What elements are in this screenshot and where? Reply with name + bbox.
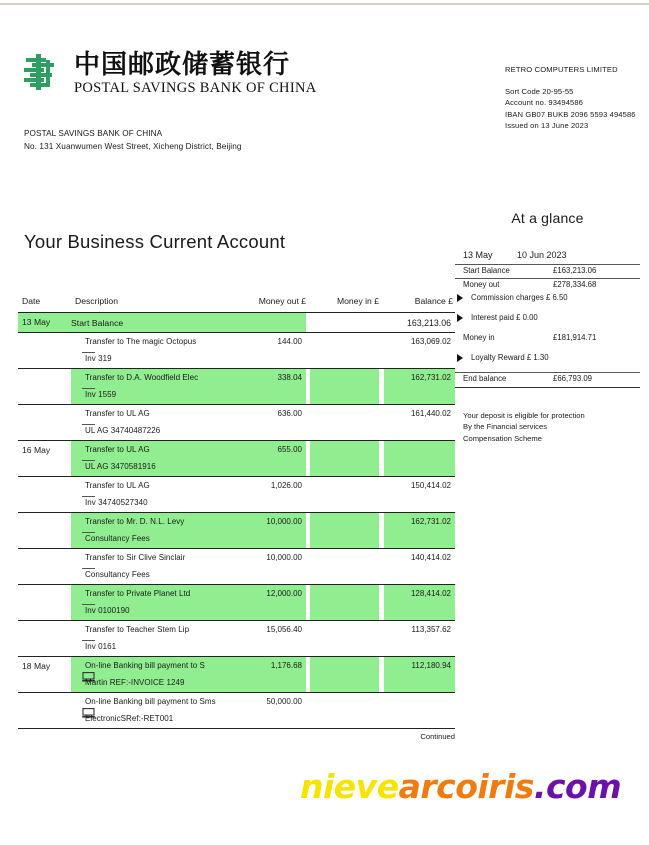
cell-balance: 128,414.02 — [410, 589, 451, 598]
protection-line-2: By the Financial services — [463, 422, 547, 432]
cell-description-line2: Inv 319 — [85, 354, 112, 363]
account-number: Account no. 93494586 — [505, 98, 584, 108]
transactions-table — [18, 296, 455, 745]
cell-date: 18 May — [22, 661, 51, 671]
row-highlight-band — [310, 369, 379, 404]
transfer-dash-icon — [82, 604, 95, 605]
row-highlight-band — [18, 313, 306, 332]
cell-description-line2: UL AG 3470581916 — [85, 462, 156, 471]
glance-end-balance-label: End balance — [463, 374, 507, 383]
table-header-row — [18, 296, 455, 313]
row-highlight-band — [310, 513, 379, 548]
cell-money-out: 1,026.00 — [270, 481, 302, 490]
deposit-protection-notice — [455, 410, 640, 444]
bank-address-line1: POSTAL SAVINGS BANK OF CHINA — [24, 129, 163, 138]
cell-description-line2: UL AG 34740487226 — [85, 426, 161, 435]
cell-money-out: 50,000.00 — [266, 697, 302, 706]
cell-description-line1: On-line Banking bill payment to S — [85, 661, 205, 670]
glance-start-balance-value: £163,213.06 — [553, 266, 597, 275]
cell-balance: 150,414.02 — [410, 481, 451, 490]
cell-description-line2: Consultancy Fees — [85, 570, 150, 579]
cell-date: 16 May — [22, 445, 51, 455]
cell-description-line1: Transfer to Private Planet Ltd — [85, 589, 191, 598]
watermark-part-1: nieve — [300, 767, 399, 806]
glance-period-row — [455, 250, 640, 265]
cell-money-out: 10,000.00 — [266, 517, 302, 526]
table-row — [18, 549, 455, 585]
column-header-balance: Balance £ — [414, 296, 453, 306]
transfer-dash-icon — [82, 532, 95, 533]
glance-money-in-label: Money in — [463, 333, 495, 342]
protection-line-3: Compensation Scheme — [463, 433, 542, 443]
table-row — [18, 369, 455, 405]
transfer-dash-icon — [82, 496, 95, 497]
protection-line-1: Your deposit is eligible for protection — [463, 411, 585, 420]
cell-balance: 113,357.62 — [411, 625, 451, 634]
watermark — [300, 767, 621, 806]
cell-description-line2: ElectronicSRef:-RET001 — [85, 714, 174, 723]
glance-period-to: 10 Jun 2023 — [517, 250, 567, 260]
cell-description-line1: Transfer to UL AG — [85, 445, 150, 454]
cell-description-line1: Transfer to The magic Octopus — [85, 337, 197, 346]
at-a-glance-panel — [455, 210, 640, 444]
cell-description-line2: Consultancy Fees — [85, 534, 150, 543]
cell-description-line2: Martin REF:-INVOICE 1249 — [85, 678, 185, 687]
cell-description-line2: Inv 0161 — [85, 642, 117, 651]
cell-balance: 162,731.02 — [410, 517, 451, 526]
page-title: Your Business Current Account — [24, 231, 286, 252]
row-highlight-band — [310, 693, 379, 728]
bank-logo-block — [22, 52, 317, 97]
cell-description-line2: Inv 0100190 — [85, 606, 130, 615]
cell-description-line1: Transfer to Teacher Stem Lip — [85, 625, 190, 634]
triangle-marker-icon — [457, 354, 463, 362]
cell-description-line1: Transfer to UL AG — [85, 409, 150, 418]
row-highlight-band — [384, 693, 455, 728]
transfer-dash-icon — [82, 352, 95, 353]
glance-loyalty-label: Loyalty Reward £ 1.30 — [471, 353, 549, 362]
cell-description-line1: Transfer to Sir Clive Sinclair — [85, 553, 186, 562]
glance-row-interest — [455, 312, 640, 332]
row-highlight-band — [310, 549, 379, 584]
bank-name-block — [74, 52, 317, 97]
table-row — [18, 333, 455, 369]
cell-money-out: 10,000.00 — [266, 553, 302, 562]
account-sort-code: Sort Code 20-95-55 — [505, 86, 574, 96]
cell-balance: 163,213.06 — [406, 318, 451, 328]
row-highlight-band — [310, 405, 379, 440]
row-highlight-band — [310, 657, 379, 692]
transfer-dash-icon — [82, 388, 95, 389]
bank-name-chinese: 中国邮政储蓄银行 — [74, 50, 291, 80]
cell-money-out: 12,000.00 — [266, 589, 302, 598]
bank-address-line2: No. 131 Xuanwumen West Street, Xicheng District, Beijing — [24, 141, 242, 151]
transfer-dash-icon — [82, 568, 95, 569]
table-row — [18, 405, 455, 441]
column-header-date: Date — [22, 296, 41, 306]
account-issued-date: Issued on 13 June 2023 — [505, 121, 589, 131]
at-a-glance-title: At a glance — [511, 210, 584, 226]
account-holder-name: RETRO COMPUTERS LIMITED — [505, 65, 618, 74]
watermark-part-2: arcoiris — [398, 767, 534, 806]
triangle-marker-icon — [457, 294, 463, 302]
cell-balance: 161,440.02 — [410, 409, 451, 418]
glance-row-commission — [455, 292, 640, 312]
glance-interest-label: Interest paid £ 0.00 — [471, 313, 538, 322]
transfer-dash-icon — [82, 460, 95, 461]
triangle-marker-icon — [457, 314, 463, 322]
continued-label: Continued — [420, 732, 455, 741]
cell-balance: 112,180.94 — [411, 661, 451, 670]
cell-money-out: 1,176.68 — [270, 661, 302, 670]
row-highlight-band — [310, 333, 379, 368]
cell-money-out: 15,056.40 — [266, 625, 302, 634]
table-row — [18, 621, 455, 657]
table-row — [18, 657, 455, 693]
cell-money-out: 655.00 — [277, 445, 302, 454]
glance-row-loyalty — [455, 352, 640, 373]
glance-row-end-balance — [455, 373, 640, 388]
cell-balance: 162,731.02 — [410, 373, 451, 382]
cell-description-line2: Inv 1559 — [85, 390, 117, 399]
cell-description-line1: Start Balance — [71, 318, 124, 328]
transfer-dash-icon — [82, 640, 95, 641]
cell-money-out: 338.04 — [277, 373, 302, 382]
glance-row-money-out — [455, 279, 640, 292]
cell-balance: 163,069.02 — [410, 337, 451, 346]
table-row — [18, 585, 455, 621]
glance-start-balance-label: Start Balance — [463, 266, 510, 275]
glance-end-balance-value: £66,793.09 — [553, 374, 593, 383]
postal-savings-bank-logo-icon — [22, 52, 68, 94]
cell-balance: 140,414.02 — [410, 553, 451, 562]
column-header-money-out: Money out £ — [258, 296, 306, 306]
column-header-money-in: Money in £ — [336, 296, 379, 306]
watermark-part-3: .com — [533, 767, 622, 806]
cell-description-line1: Transfer to Mr. D. N.L. Levy — [85, 517, 185, 526]
row-highlight-band — [310, 621, 379, 656]
table-footer — [18, 729, 455, 745]
glance-row-start-balance — [455, 265, 640, 279]
cell-description-line2: Inv 34740527340 — [85, 498, 148, 507]
table-row — [18, 513, 455, 549]
table-row — [18, 313, 455, 333]
cell-description-line1: On-line Banking bill payment to Sms — [85, 697, 216, 706]
glance-money-in-value: £181,914.71 — [553, 333, 597, 342]
cell-description-line1: Transfer to D.A. Woodfield Elec — [85, 373, 199, 382]
account-details — [505, 64, 636, 132]
table-row — [18, 693, 455, 729]
row-highlight-band — [384, 441, 455, 476]
table-row — [18, 441, 455, 477]
cell-description-line1: Transfer to UL AG — [85, 481, 150, 490]
table-row — [18, 477, 455, 513]
table-body — [18, 313, 455, 729]
cell-money-out: 636.00 — [277, 409, 302, 418]
page-top-rule — [0, 3, 649, 5]
glance-period-from: 13 May — [463, 250, 493, 260]
cell-money-out: 144.00 — [277, 337, 302, 346]
row-highlight-band — [310, 441, 379, 476]
glance-money-out-value: £278,334.68 — [553, 280, 597, 289]
bank-name-english: POSTAL SAVINGS BANK OF CHINA — [74, 80, 317, 97]
glance-commission-label: Commission charges £ 6.50 — [471, 293, 568, 302]
bank-address — [24, 128, 242, 153]
glance-money-out-label: Money out — [463, 280, 500, 289]
cell-date: 13 May — [22, 317, 51, 327]
row-highlight-band — [310, 585, 379, 620]
glance-row-money-in — [455, 332, 640, 352]
account-iban: IBAN GB07 BUKB 2096 5593 494586 — [505, 109, 636, 119]
row-highlight-band — [310, 477, 379, 512]
column-header-description: Description — [75, 296, 118, 306]
transfer-dash-icon — [82, 424, 95, 425]
